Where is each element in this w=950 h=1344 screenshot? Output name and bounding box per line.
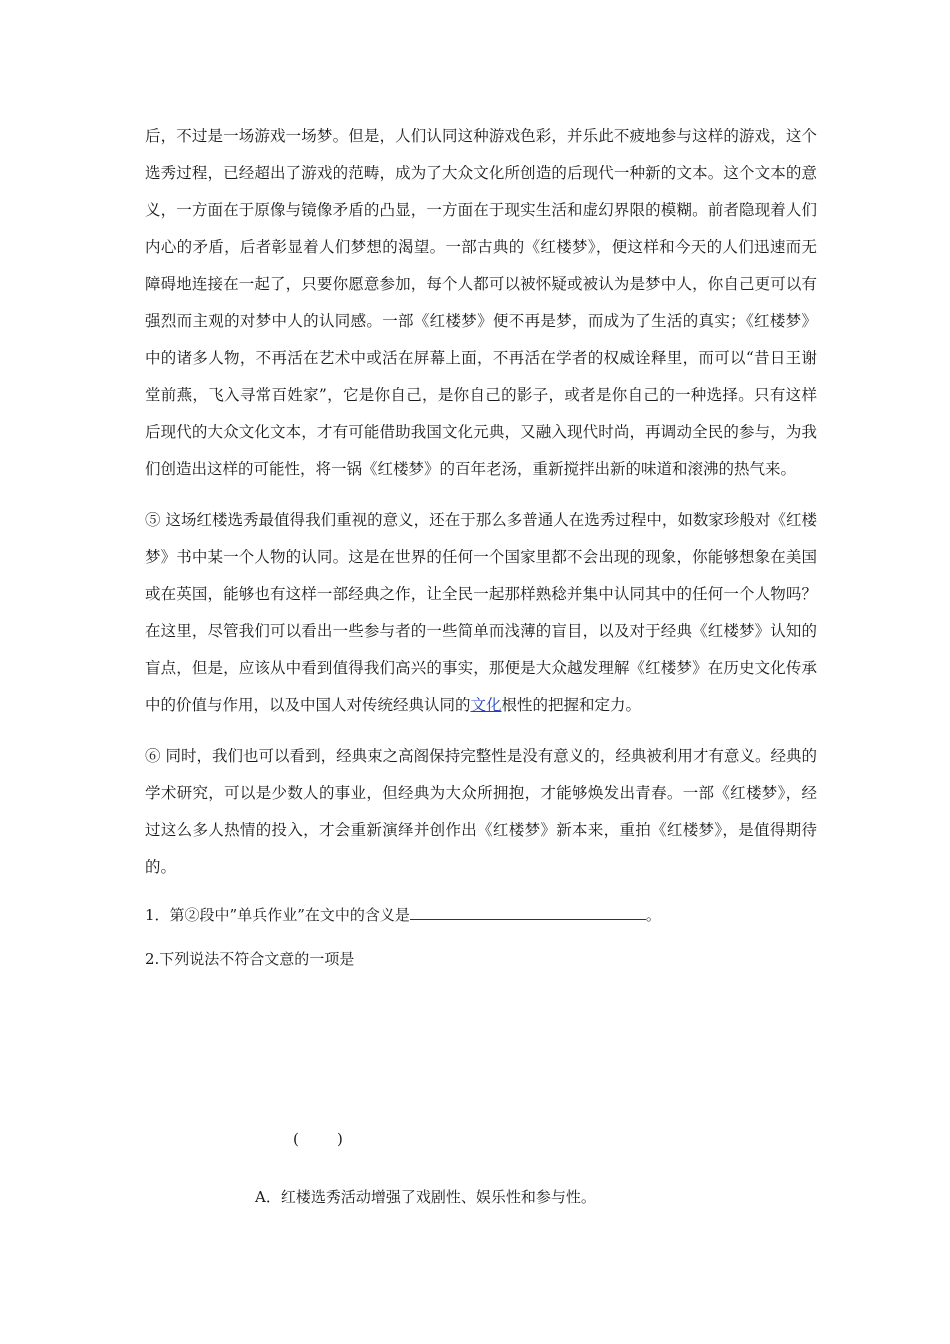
culture-link[interactable]: 文化 — [470, 696, 502, 714]
answer-blank[interactable] — [410, 903, 646, 920]
article-body — [145, 118, 817, 974]
paragraph-5-text: ⑤ 这场红楼选秀最值得我们重视的意义，还在于那么多普通人在选秀过程中，如数家珍般对《红楼梦》书中某一个人物的认同。这是在世界的任何一个国家里都不会出现的现象，你能够想象在美国或在英国，能够也有这样一部经典之作，让全民一起那样熟稔并集中认同其中的任何一个人物吗？在这里，尽管我们可以看出一些参与者的一些简单而浅薄的盲目，以及对于经典《红楼梦》认知的盲点，但是，应该从中看到值得我们高兴的事实，那便是大众越发理解《红楼梦》在历史文化传承中的价值与作用，以及中国人对传统经典认同的 — [145, 511, 817, 714]
question-2: 2.下列说法不符合文意的一项是 — [145, 950, 355, 968]
paragraph-5-tail: 根性的把握和定力。 — [501, 696, 642, 714]
question-1-end: 。 — [645, 906, 661, 924]
option-a: A．红楼选秀活动增强了戏剧性、娱乐性和参与性。 — [255, 1188, 596, 1206]
paragraph-6: ⑥ 同时，我们也可以看到，经典束之高阁保持完整性是没有意义的，经典被利用才有意义。经典的学术研究，可以是少数人的事业，但经典为大众所拥抱，才能够焕发出青春。一部《红楼梦》，经过这么多人热情的投入，才会重新演绎并创作出《红楼梦》新本来，重拍《红楼梦》，是值得期待的。 — [145, 747, 817, 876]
answer-parentheses[interactable]: ( ) — [293, 1130, 343, 1148]
question-1-text: 1．第②段中”单兵作业”在文中的含义是 — [145, 906, 410, 924]
paragraph-5 — [145, 502, 817, 724]
question-1 — [145, 900, 817, 930]
paragraph-intro: 后，不过是一场游戏一场梦。但是，人们认同这种游戏色彩，并乐此不疲地参与这样的游戏，这个选秀过程，已经超出了游戏的范畴，成为了大众文化所创造的后现代一种新的文本。这个文本的意义，一方面在于原像与镜像矛盾的凸显，一方面在于现实生活和虚幻界限的模糊。前者隐现着人们内心的矛盾，后者彰显着人们梦想的渴望。一部古典的《红楼梦》，便这样和今天的人们迅速而无障碍地连接在一起了，只要你愿意参加，每个人都可以被怀疑或被认为是梦中人，你自己更可以有强烈而主观的对梦中人的认同感。一部《红楼梦》便不再是梦，而成为了生活的真实；《红楼梦》中的诸多人物，不再活在艺术中或活在屏幕上面，不再活在学者的权威诠释里，而可以“昔日王谢堂前燕，飞入寻常百姓家”，它是你自己，是你自己的影子，或者是你自己的一种选择。只有这样后现代的大众文化文本，才有可能借助我国文化元典，又融入现代时尚，再调动全民的参与，为我们创造出这样的可能性，将一锅《红楼梦》的百年老汤，重新搅拌出新的味道和滚沸的热气来。 — [145, 127, 817, 478]
